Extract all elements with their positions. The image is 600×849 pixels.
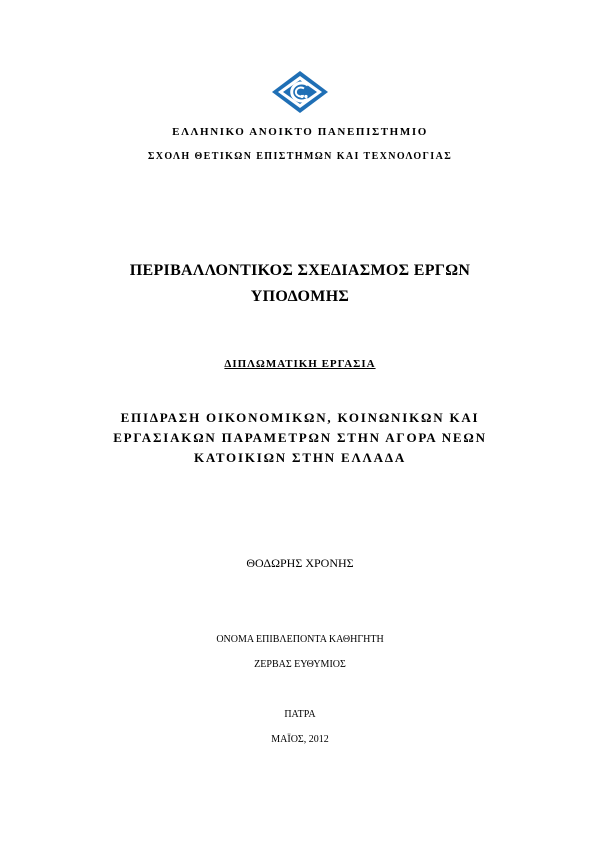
university-logo-icon bbox=[270, 70, 330, 114]
thesis-title-line-1: ΕΠΙΔΡΑΣΗ ΟΙΚΟΝΟΜΙΚΩΝ, ΚΟΙΝΩΝΙΚΩΝ ΚΑΙ bbox=[120, 410, 480, 425]
city: ΠΑΤΡΑ bbox=[284, 709, 316, 720]
thesis-type bbox=[0, 358, 600, 370]
thesis-type-label: ΔΙΠΛΩΜΑΤΙΚΗ ΕΡΓΑΣΙΑ bbox=[224, 358, 376, 370]
program-title-line-1: ΠΕΡΙΒΑΛΛΟΝΤΙΚΟΣ ΣΧΕΔΙΑΣΜΟΣ ΕΡΓΩΝ bbox=[129, 262, 471, 279]
school-name: ΣΧΟΛΗ ΘΕΤΙΚΩΝ ΕΠΙΣΤΗΜΩΝ ΚΑΙ ΤΕΧΝΟΛΟΓΙΑΣ bbox=[147, 151, 453, 162]
date: ΜΑΪΟΣ, 2012 bbox=[271, 734, 329, 745]
program-title-line-2: ΥΠΟΔΟΜΗΣ bbox=[250, 288, 350, 305]
supervisor-label: ΟΝΟΜΑ ΕΠΙΒΛΕΠΟΝΤΑ ΚΑΘΗΓΗΤΗ bbox=[216, 634, 384, 645]
university-name: ΕΛΛΗΝΙΚΟ ΑΝΟΙΚΤΟ ΠΑΝΕΠΙΣΤΗΜΙΟ bbox=[172, 126, 428, 138]
thesis-title-line-3: ΚΑΤΟΙΚΙΩΝ ΣΤΗΝ ΕΛΛΑΔΑ bbox=[193, 450, 407, 465]
author-name: ΘΟΔΩΡΗΣ ΧΡΟΝΗΣ bbox=[246, 556, 354, 570]
supervisor-name: ΖΕΡΒΑΣ ΕΥΘΥΜΙΟΣ bbox=[254, 659, 346, 670]
thesis-title-line-2: ΕΡΓΑΣΙΑΚΩΝ ΠΑΡΑΜΕΤΡΩΝ ΣΤΗΝ ΑΓΟΡΑ ΝΕΩΝ bbox=[113, 430, 487, 445]
